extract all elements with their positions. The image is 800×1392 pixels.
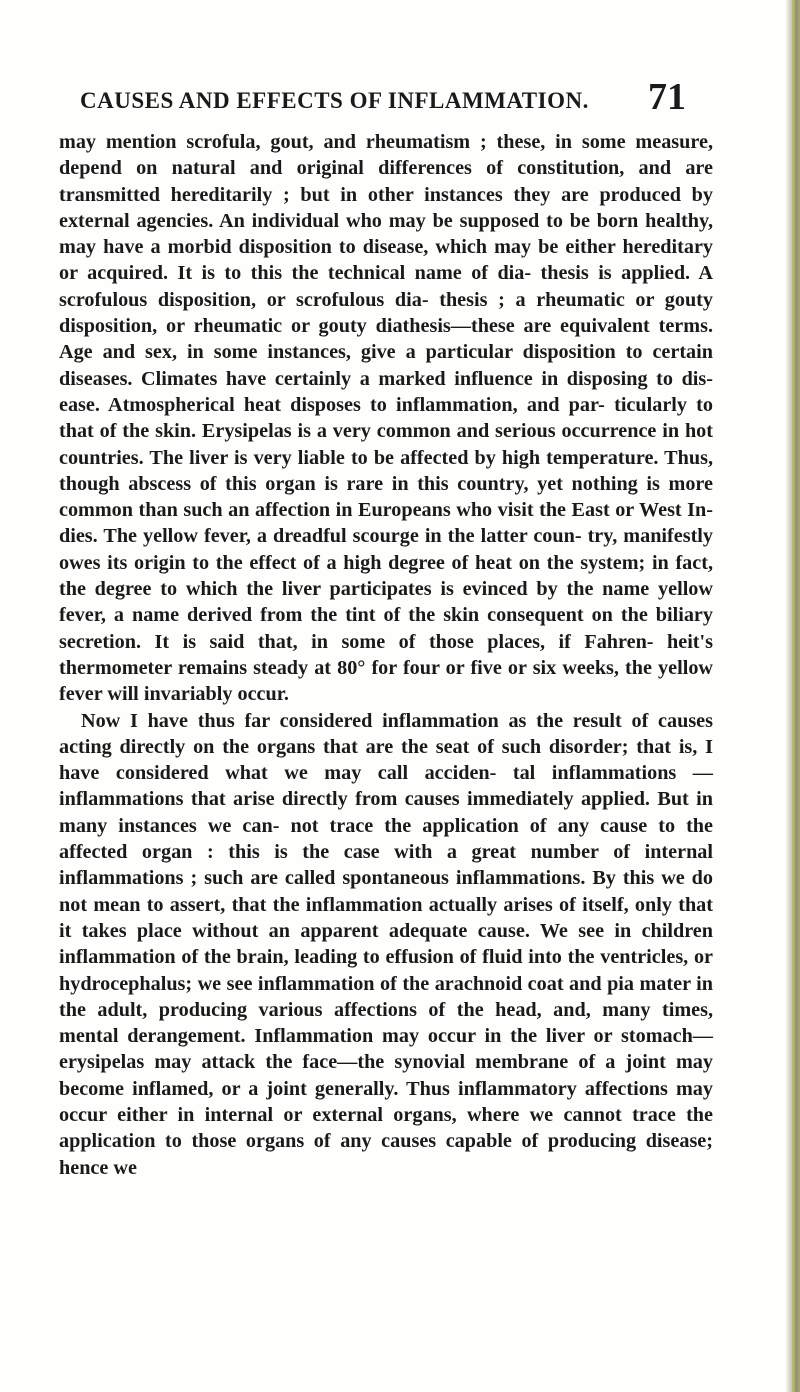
body-text bbox=[59, 129, 713, 1181]
page-edge-shadow bbox=[786, 0, 800, 1392]
running-title: CAUSES AND EFFECTS OF INFLAMMATION. bbox=[80, 88, 589, 113]
page-number: 71 bbox=[648, 76, 686, 118]
paragraph: may mention scrofula, gout, and rheumatism ; these, in some measure, depend on natural and original differences of constitution, and are transmitted hereditarily ; but in other instances they are produced by external agencies. An individual who may be supposed to be born healthy, may have a morbid disposition to disease, which may be either hereditary or acquired. It is to this the technical name of dia- thesis is applied. A scrofulous disposition, or scrofulous dia- thesis ; a rheumatic or gouty disposition, or rheumatic or gouty diathesis—these are equivalent terms. Age and sex, in some instances, give a particular disposition to certain diseases. Climates have certainly a marked influence in disposing to dis- ease. Atmospherical heat disposes to inflammation, and par- ticularly to that of the skin. Erysipelas is a very common and serious occurrence in hot countries. The liver is very liable to be affected by high temperature. Thus, though abscess of this organ is rare in this country, yet nothing is more common than such an affection in Europeans who visit the East or West In- dies. The yellow fever, a dreadful scourge in the latter coun- try, manifestly owes its origin to the effect of a high degree of heat on the system; in fact, the degree to which the liver participates is evinced by the name yellow fever, a name derived from the tint of the skin consequent on the biliary secretion. It is said that, in some of those places, if Fahren- heit's thermometer remains steady at 80° for four or five or six weeks, the yellow fever will invariably occur. bbox=[59, 131, 713, 706]
running-head bbox=[80, 76, 686, 122]
paragraph: Now I have thus far considered inflammation as the result of causes acting directly on the organs that are the seat of such disorder; that is, I have considered what we may call acciden- tal inflammations — inflammations that arise directly from causes immediately applied. But in many instances we can- not trace the application of any cause to the affected organ : this is the case with a great number of internal inflammations ; such are called spontaneous inflammations. By this we do not mean to assert, that the inflammation actually arises of itself, only that it takes place without an apparent adequate cause. We see in children inflammation of the brain, leading to effusion of fluid into the ventricles, or hydrocephalus; we see inflammation of the arachnoid coat and pia mater in the adult, producing various affections of the head, and, many times, mental derangement. Inflammation may occur in the liver or stomach—erysipelas may attack the face—the synovial membrane of a joint may become inflamed, or a joint generally. Thus inflammatory affections may occur either in internal or external organs, where we cannot trace the application to those organs of any causes capable of producing disease; hence we bbox=[59, 709, 713, 1179]
